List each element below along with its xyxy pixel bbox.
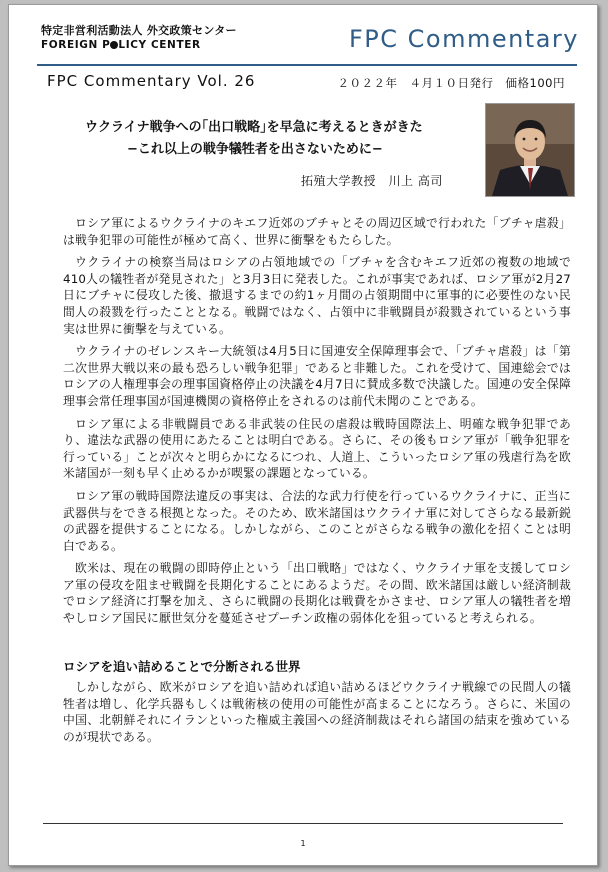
author-byline: 拓殖大学教授 川上 高司 (301, 174, 443, 188)
org-name-english-prefix: FOREIGN P (41, 39, 111, 51)
footer-rule (43, 823, 563, 824)
section-body (63, 679, 571, 745)
author-photo (485, 103, 575, 197)
brand-title: FPC Commentary (348, 25, 579, 53)
body-paragraph: 欧米は、現在の戦闘の即時停止という「出口戦略」ではなく、ウクライナ軍を支援してロシア軍の侵攻を阻ませ戦闘を長期化することにあるようだ。その間、欧米諸国は厳しい経済制裁でロシア経済に打撃を加え、さらに戦闘の長期化は戦費をかさませ、ロシア軍人の犠牲者を増やしロシア国民に厭世気分を蔓延させプーチン政権の弱体化を狙っていると考えられる。 (63, 561, 571, 626)
article-title: ウクライナ戦争への｢出口戦略｣を早急に考えるときがきた (85, 120, 423, 135)
body-paragraph: ロシア軍によるウクライナのキエフ近郊のブチャとその周辺区域で行われた「ブチャ虐殺」は戦争犯罪の可能性が極めて高く、世界に衝撃をもたらした。 (63, 216, 571, 247)
org-name-english (41, 39, 201, 51)
body-paragraph: ロシア軍による非戦闘員である非武装の住民の虐殺は戦時国際法上、明確な戦争犯罪であり、違法な武器の使用にあたることは明白である。さらに、その後もロシア軍が「戦争犯罪を行っている」ことが次々と明らかになるにつれ、人道上、こういったロシア軍の残虐行為を欧米諸国が一刻も早く止めるかが喫緊の課題となっている。 (63, 416, 571, 481)
section-paragraph: しかしながら、欧米がロシアを追い詰めれば追い詰めるほどウクライナ戦線での民間人の犠牲者は増し、化学兵器もしくは戦術核の使用の可能性が高まることになろう。さらに、米国の中国、北朝鮮それにイランといった権威主義国への経済制裁はそれら諸国の結束を強めているのが現状である。 (63, 680, 571, 744)
org-name-japanese: 特定非営利活動法人 外交政策センター (41, 24, 237, 37)
article-subtitle: −これ以上の戦争犠牲者を出さないために− (127, 142, 383, 157)
section-heading: ロシアを追い詰めることで分断される世界 (63, 659, 301, 674)
author-portrait-image (486, 104, 574, 196)
article-body (63, 215, 571, 633)
volume-label: FPC Commentary Vol. 26 (47, 72, 256, 90)
document-page (8, 4, 598, 866)
body-paragraph: ウクライナの検察当局はロシアの占領地域での「ブチャを含むキエフ近郊の複数の地域で410人の犠牲者が発見された」と3月3日に発表した。これが事実であれば、ロシア軍が2月27日にブチャに侵攻した後、撤退するまでの約1ヶ月間の占領期間中に軍事的に必要性のない民間人の殺戮を行ったこととなる。戦闘ではなく、占領中に非戦闘員が殺戮されているという事実は世界に衝撃を与えている。 (63, 255, 571, 336)
org-name-english-suffix: LICY CENTER (118, 39, 201, 51)
page-number: 1 (300, 839, 306, 848)
date-price-label: ２０２２年 ４月１０日発行 価格100円 (337, 76, 565, 90)
header-rule (37, 64, 577, 66)
body-paragraph: ウクライナのゼレンスキー大統領は4月5日に国連安全保障理事会で、「ブチャ虐殺」は「第二次世界大戦以来の最も恐ろしい戦争犯罪」であると非難した。これを受けて、国連総会ではロシアの人権理事会の理事国資格停止の決議を4月7日に賛成多数で決議した。国連の安全保障理事会常任理事国が国連機関の資格停止をされるのは前代未聞のことである。 (63, 344, 571, 408)
body-paragraph: ロシア軍の戦時国際法違反の事実は、合法的な武力行使を行っているウクライナに、正当に武器供与をできる根拠となった。そのため、欧米諸国はウクライナ軍に対してさらなる最新鋭の武器を提供することになる。しかしながら、このことがさらなる戦争の激化を招くことは明白である。 (63, 488, 571, 553)
